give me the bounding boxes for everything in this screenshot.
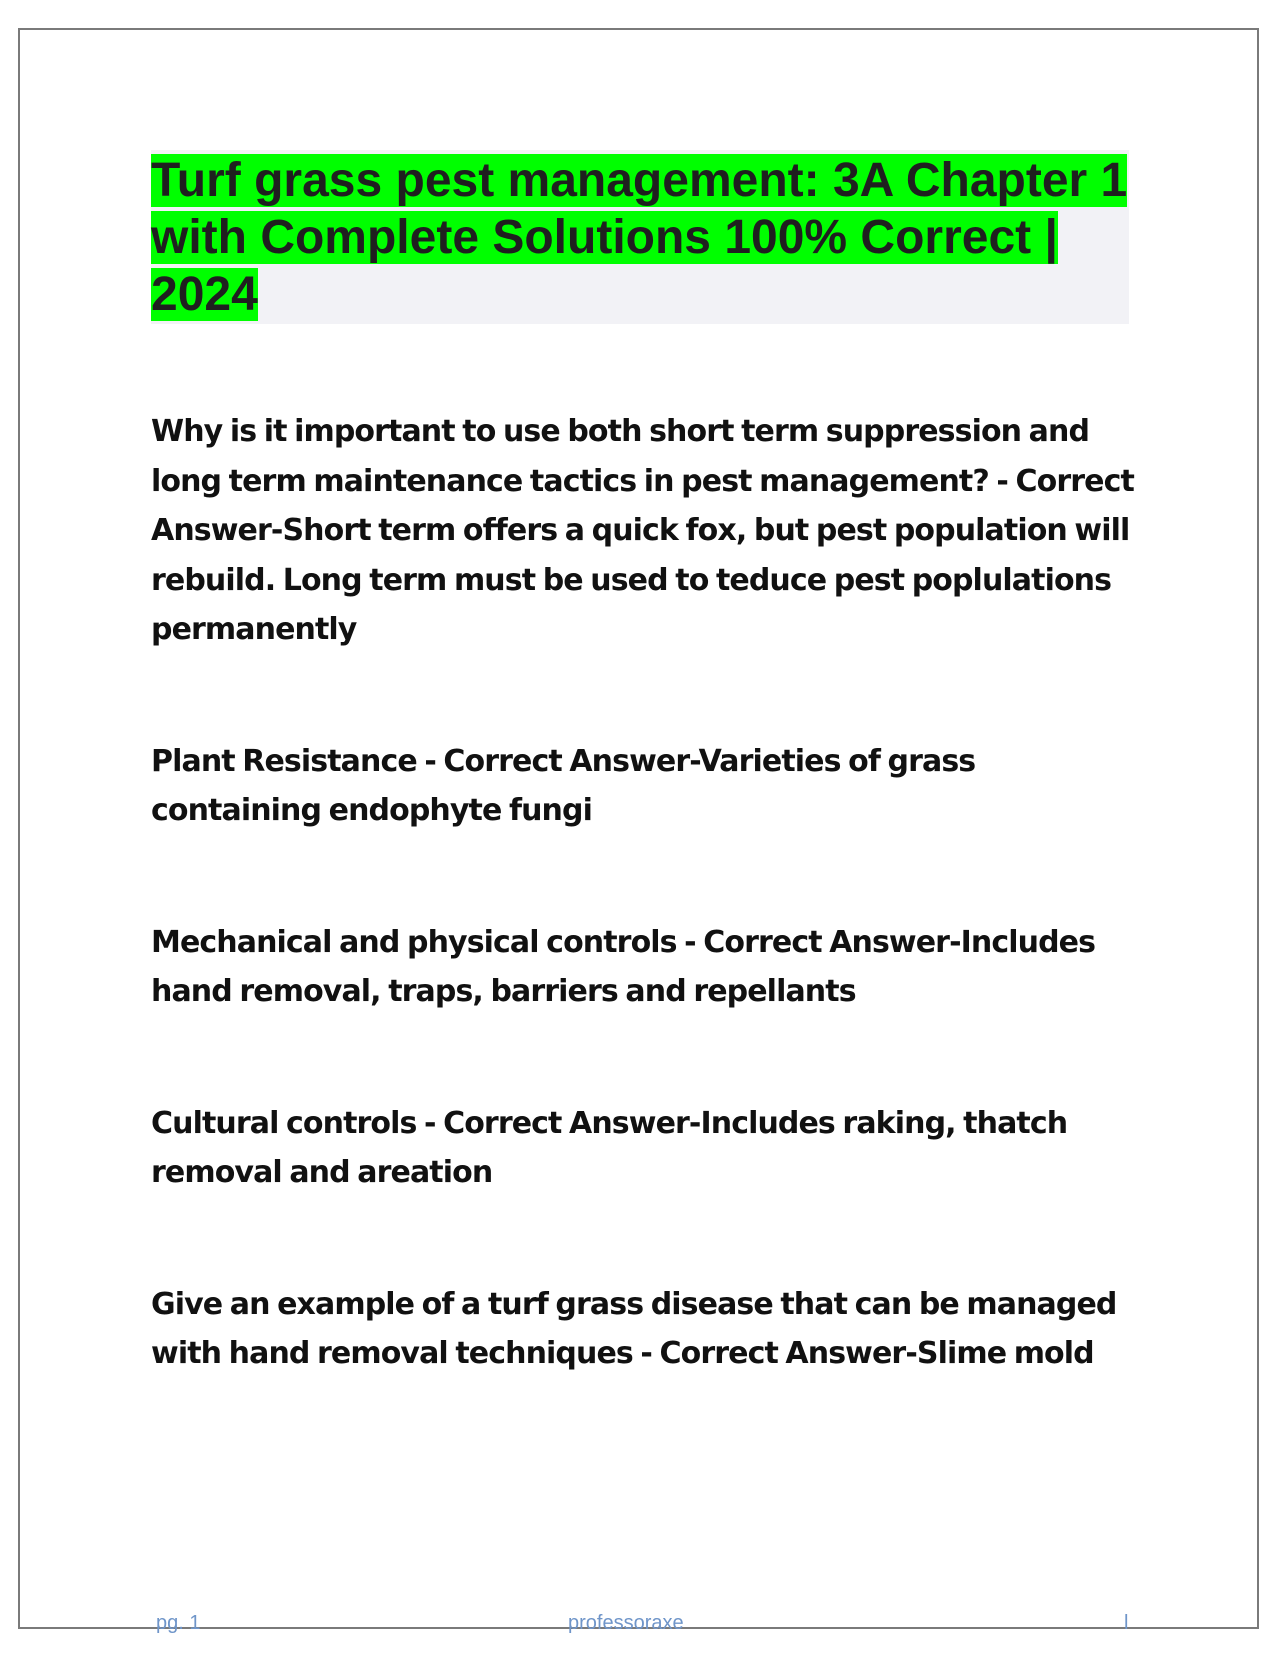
document-title [151, 150, 1129, 323]
qa-entry: Mechanical and physical controls - Correct Answer-Includes hand removal, traps, barriers and repellants [151, 924, 1096, 1009]
title-block [151, 150, 1129, 324]
footer-right-mark: l [1124, 1612, 1129, 1634]
qa-entry: Plant Resistance - Correct Answer-Varieties of grass containing endophyte fungi [151, 743, 976, 828]
qa-list [151, 407, 1141, 1379]
qa-entry: Cultural controls - Correct Answer-Includes raking, thatch removal and areation [151, 1105, 1068, 1190]
footer-page-number: pg. 1 [156, 1612, 201, 1634]
footer-author: professoraxe [568, 1612, 684, 1634]
qa-entry: Why is it important to use both short term suppression and long term maintenance tactics in pest management? - Correct Answer-Short term offers a quick fox, but pest population will rebuild. Long term must be used to teduce pest poplulations permanently [151, 414, 1134, 647]
page-footer [0, 1612, 1280, 1642]
qa-entry: Give an example of a turf grass disease that can be managed with hand removal techniques - Correct Answer-Slime mold [151, 1286, 1117, 1371]
title-highlight: Turf grass pest management: 3A Chapter 1 with Complete Solutions 100% Correct | 2024 [151, 154, 1128, 321]
